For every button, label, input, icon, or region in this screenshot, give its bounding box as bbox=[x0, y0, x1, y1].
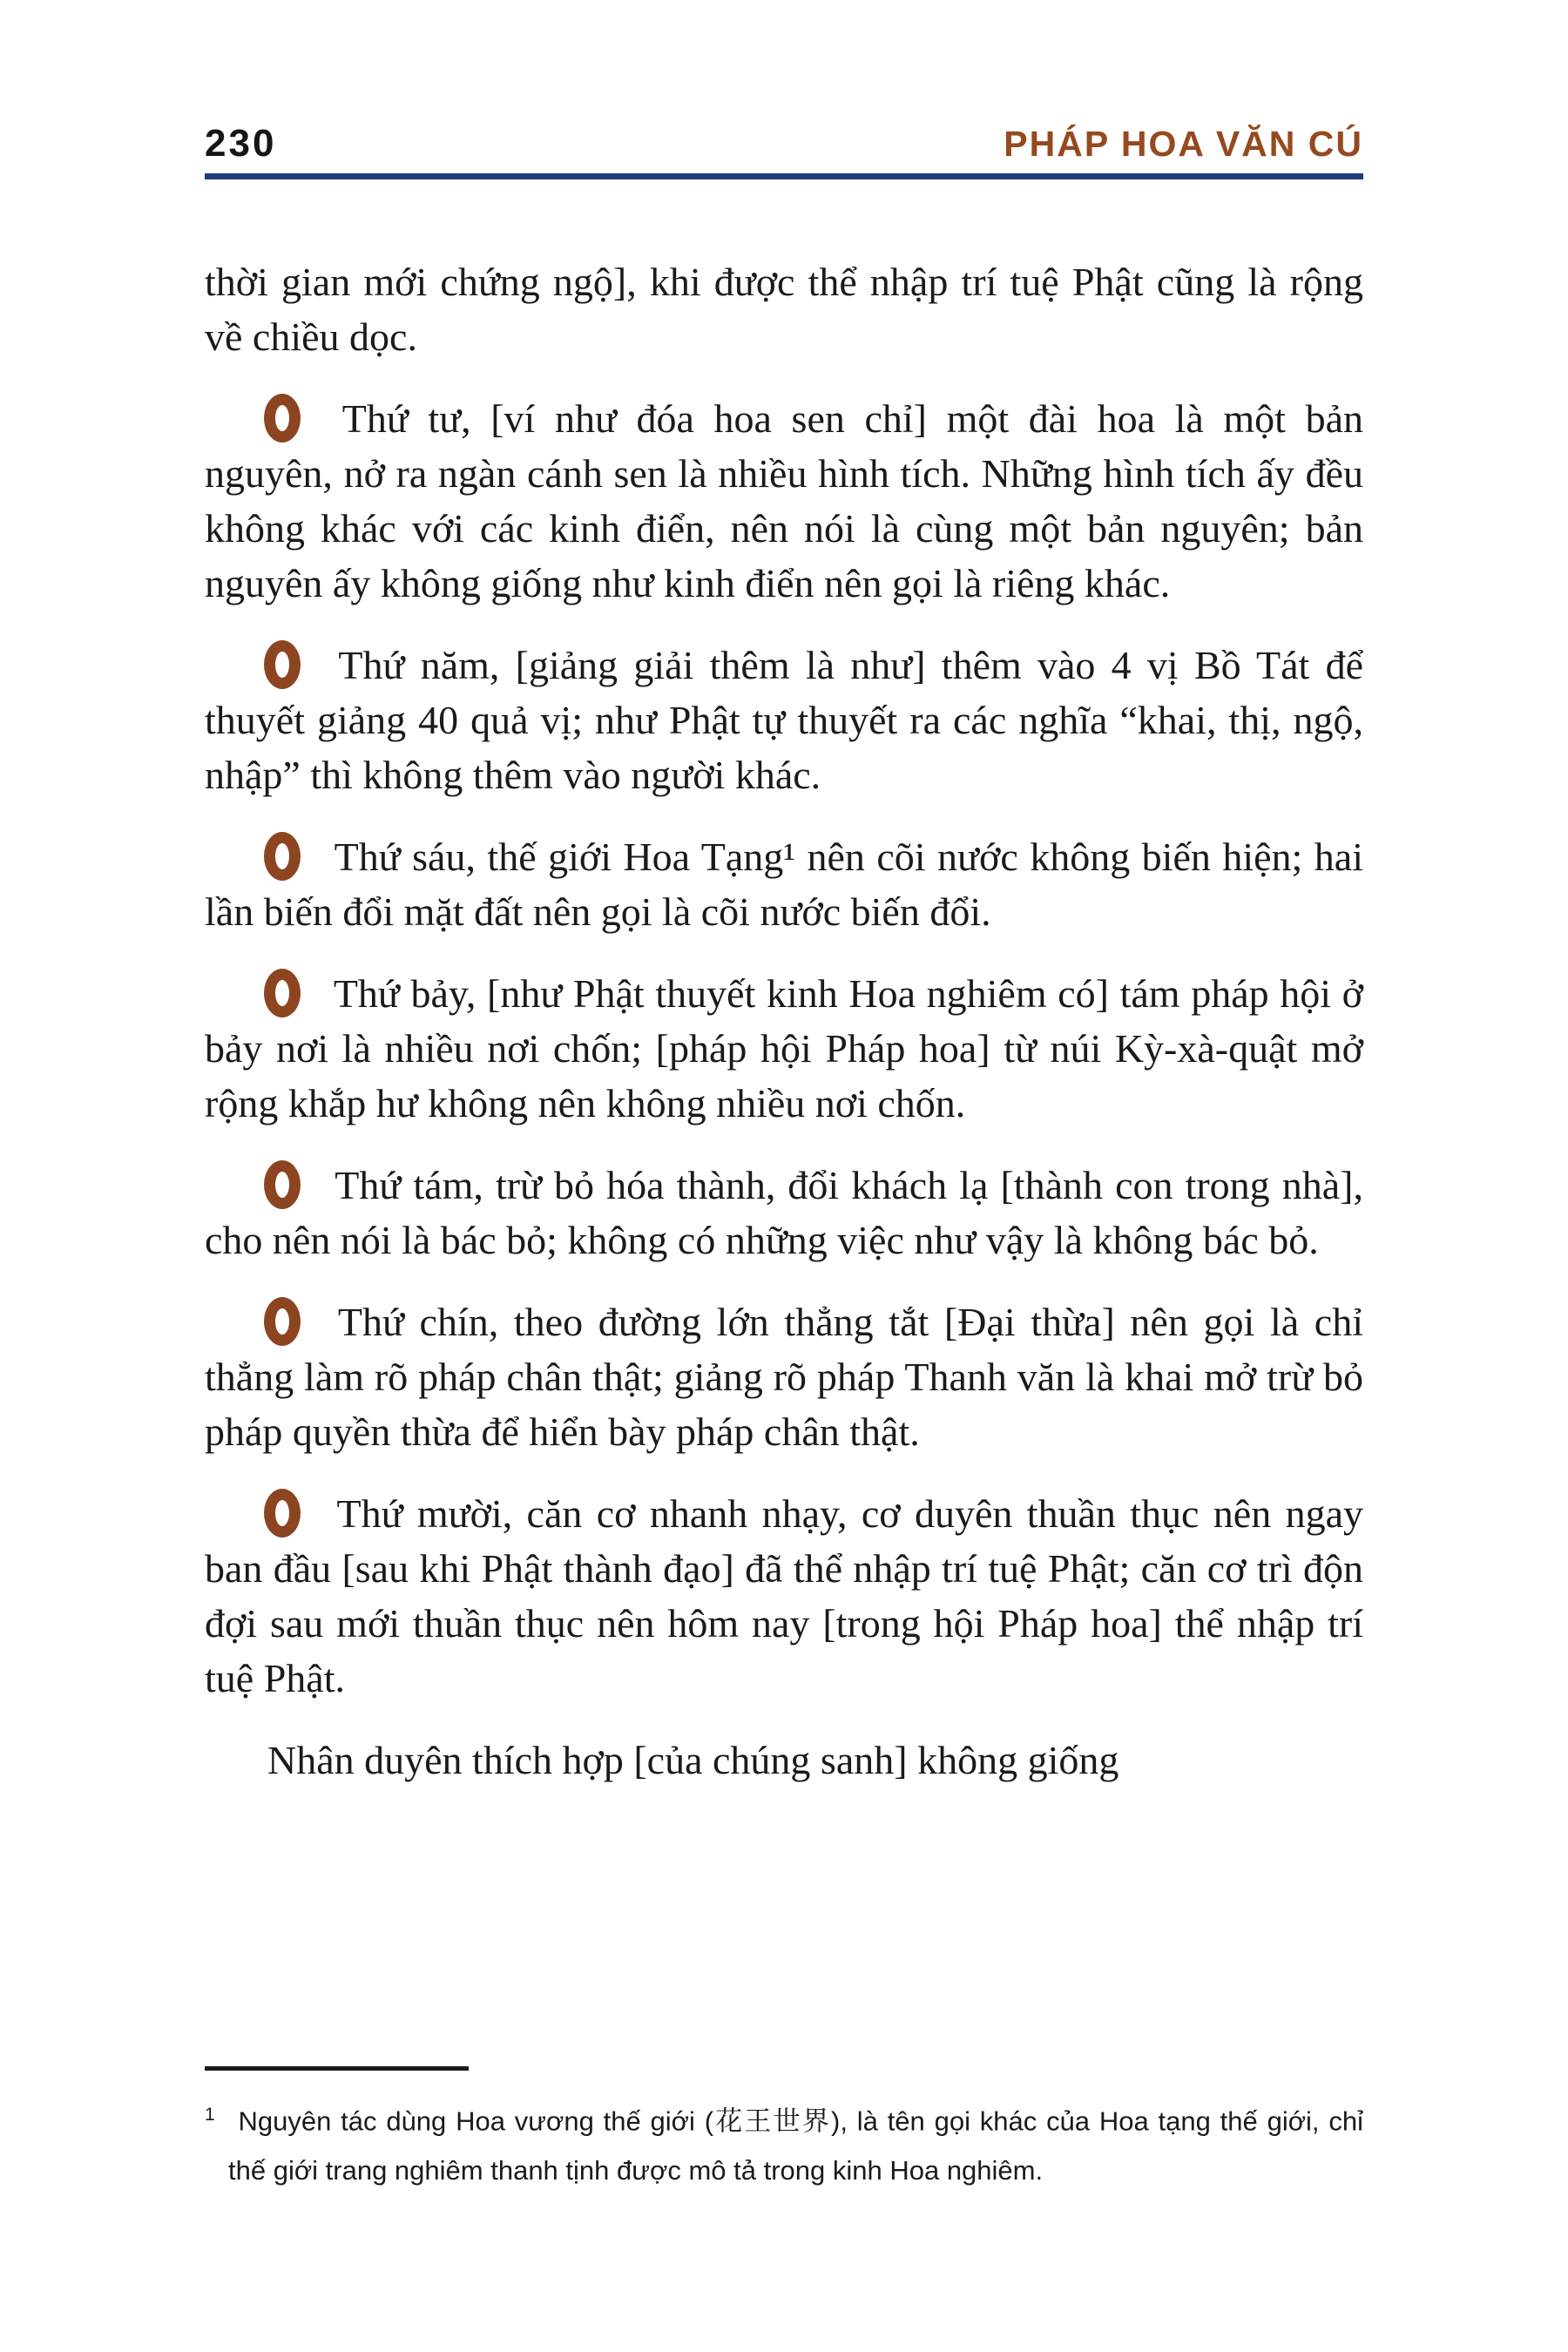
paragraph-text: Nhân duyên thích hợp [của chúng sanh] không giống bbox=[267, 1738, 1119, 1782]
ring-bullet-icon bbox=[264, 640, 301, 689]
ring-bullet-icon bbox=[264, 1160, 301, 1209]
footnote-marker: 1 bbox=[205, 2105, 215, 2125]
paragraph bbox=[205, 1486, 1363, 1706]
paragraph-text: Thứ bảy, [như Phật thuyết kinh Hoa nghiêm có] tám pháp hội ở bảy nơi là nhiều nơi chốn; [pháp hội Pháp hoa] từ núi Kỳ-xà-quật mở rộng khắp hư không nên không nhiều nơi chốn. bbox=[205, 971, 1363, 1125]
ring-bullet-icon bbox=[264, 1489, 301, 1538]
footnote-separator bbox=[205, 2066, 469, 2071]
paragraph-text: Thứ tám, trừ bỏ hóa thành, đổi khách lạ [thành con trong nhà], cho nên nói là bác bỏ; không có những việc như vậy là không bác bỏ. bbox=[205, 1163, 1364, 1262]
page-header bbox=[205, 122, 1363, 166]
paragraph bbox=[205, 1294, 1363, 1459]
paragraph bbox=[205, 1158, 1363, 1267]
header-rule bbox=[205, 173, 1363, 179]
paragraph bbox=[205, 391, 1363, 611]
paragraph-text: thời gian mới chứng ngộ], khi được thể nhập trí tuệ Phật cũng là rộng về chiều dọc. bbox=[205, 260, 1363, 359]
paragraph-text: Thứ năm, [giảng giải thêm là như] thêm vào 4 vị Bồ Tát để thuyết giảng 40 quả vị; như Phật tự thuyết ra các nghĩa “khai, thị, ngộ, nhập” thì không thêm vào người khác. bbox=[205, 643, 1363, 797]
page-number: 230 bbox=[205, 122, 277, 165]
paragraph bbox=[205, 638, 1363, 802]
paragraph bbox=[205, 1733, 1363, 1788]
paragraph bbox=[205, 829, 1363, 939]
ring-bullet-icon bbox=[264, 1297, 301, 1346]
paragraph bbox=[205, 966, 1363, 1131]
paragraph-text: Thứ tư, [ví như đóa hoa sen chỉ] một đài hoa là một bản nguyên, nở ra ngàn cánh sen là nhiều hình tích. Những hình tích ấy đều không khác với các kinh điển, nên nói là cùng một bản nguyên; bản nguyên ấy không giống như kinh điển nên gọi là riêng khác. bbox=[205, 396, 1363, 605]
footnote-text: Nguyên tác dùng Hoa vương thế giới (花王世界), là tên gọi khác của Hoa tạng thế giới, chỉ thế giới trang nghiêm thanh tịnh được mô tả trong kinh Hoa nghiêm. bbox=[228, 2105, 1363, 2186]
ring-bullet-icon bbox=[264, 969, 301, 1017]
paragraph bbox=[205, 254, 1363, 364]
paragraph-text: Thứ sáu, thế giới Hoa Tạng¹ nên cõi nước không biến hiện; hai lần biến đổi mặt đất nên gọi là cõi nước biến đổi. bbox=[205, 835, 1363, 934]
running-title: PHÁP HOA VĂN CÚ bbox=[1004, 124, 1363, 164]
body-text bbox=[205, 254, 1363, 1815]
paragraph-text: Thứ chín, theo đường lớn thẳng tắt [Đại thừa] nên gọi là chỉ thẳng làm rõ pháp chân thật; giảng rõ pháp Thanh văn là khai mở trừ bỏ pháp quyền thừa để hiển bày pháp chân thật. bbox=[205, 1300, 1363, 1454]
footnote bbox=[205, 2066, 1363, 2195]
paragraph-text: Thứ mười, căn cơ nhanh nhạy, cơ duyên thuần thục nên ngay ban đầu [sau khi Phật thành đạo] đã thể nhập trí tuệ Phật; căn cơ trì độn đợi sau mới thuần thục nên hôm nay [trong hội Pháp hoa] thể nhập trí tuệ Phật. bbox=[205, 1491, 1363, 1700]
ring-bullet-icon bbox=[264, 832, 301, 881]
footnote-paragraph bbox=[205, 2090, 1363, 2195]
ring-bullet-icon bbox=[264, 394, 301, 443]
